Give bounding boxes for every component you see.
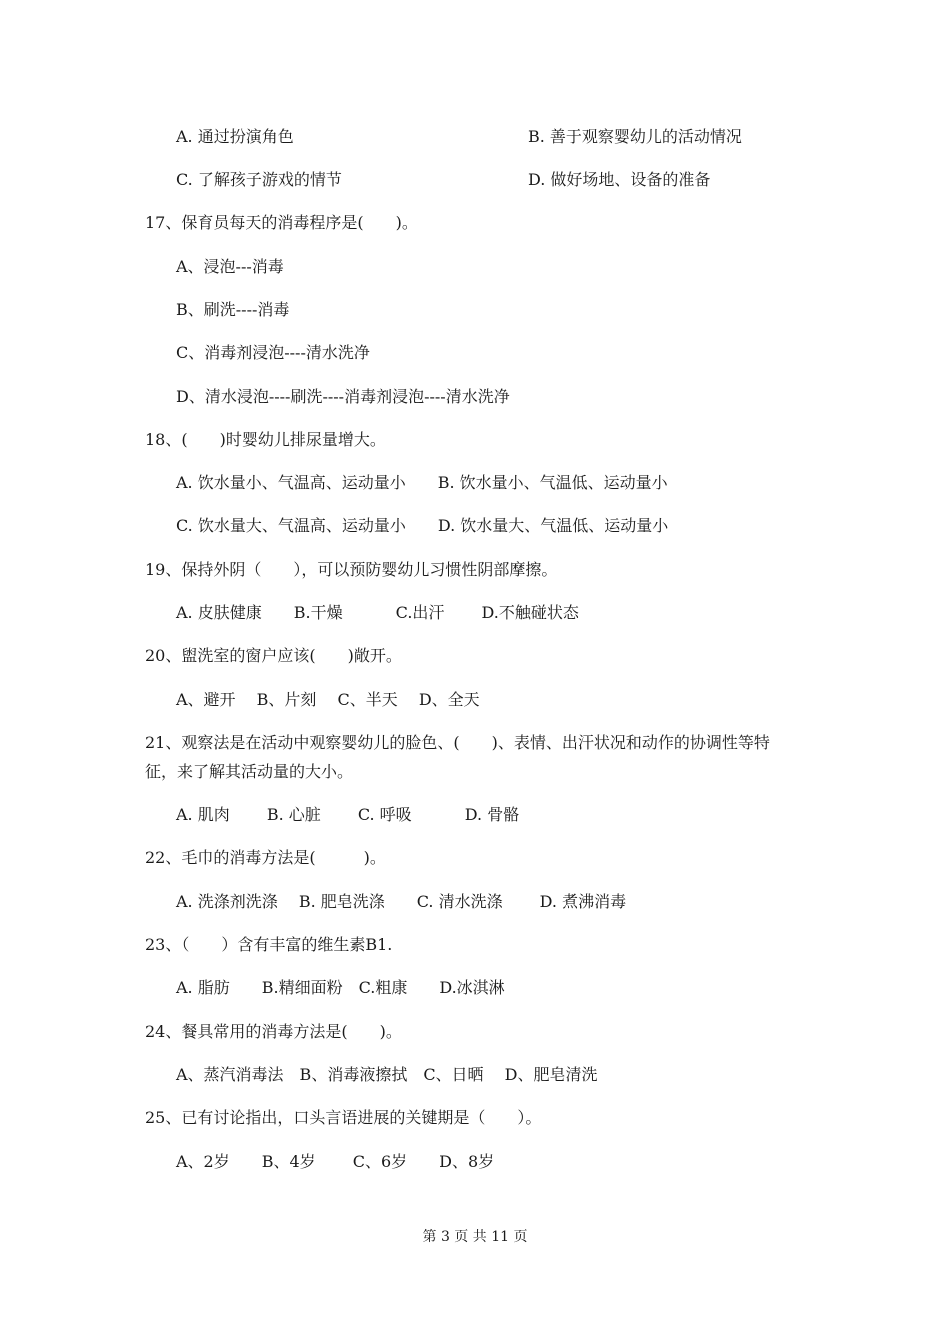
option-a: A、浸泡---消毒 — [176, 257, 284, 276]
question-stem: 17、保育员每天的消毒程序是( )。 — [145, 213, 418, 232]
options-row: A、蒸汽消毒法 B、消毒液擦拭 C、日晒 D、肥皂清洗 — [176, 1065, 598, 1084]
option-b: B、刷洗----消毒 — [176, 300, 290, 319]
question-stem: 24、餐具常用的消毒方法是( )。 — [145, 1022, 402, 1041]
options-row: A. 脂肪 B.精细面粉 C.粗康 D.冰淇淋 — [176, 978, 505, 997]
question-stem: 18、( )时婴幼儿排尿量增大。 — [145, 430, 386, 449]
question-stem: 25、已有讨论指出，口头言语进展的关键期是（ ）。 — [145, 1108, 542, 1127]
options-row: A、2岁 B、4岁 C、6岁 D、8岁 — [176, 1152, 495, 1171]
option-a: A. 通过扮演角色 — [176, 127, 294, 146]
question-stem: 23、（ ）含有丰富的维生素B1. — [145, 935, 393, 954]
option-c: C. 了解孩子游戏的情节 — [176, 170, 342, 189]
page-number: 第 3 页 共 11 页 — [422, 1229, 528, 1245]
option-d: D、清水浸泡----刷洗----消毒剂浸泡----清水洗净 — [176, 387, 510, 406]
question-stem: 20、盥洗室的窗户应该( )敞开。 — [145, 646, 402, 665]
options-row: A. 肌肉 B. 心脏 C. 呼吸 D. 骨骼 — [176, 805, 520, 824]
question-stem: 21、观察法是在活动中观察婴幼儿的脸色、( )、表情、出汗状况和动作的协调性等特 — [145, 733, 770, 752]
question-stem: 22、毛巾的消毒方法是( )。 — [145, 848, 386, 867]
options-row-1: A. 饮水量小、气温高、运动量小 B. 饮水量小、气温低、运动量小 — [176, 473, 668, 492]
question-stem: 19、保持外阴（ ），可以预防婴幼儿习惯性阴部摩擦。 — [145, 560, 558, 579]
option-b: B. 善于观察婴幼儿的活动情况 — [528, 127, 742, 146]
option-d: D. 做好场地、设备的准备 — [528, 170, 711, 189]
options-row: A. 洗涤剂洗涤 B. 肥皂洗涤 C. 清水洗涤 D. 煮沸消毒 — [176, 892, 627, 911]
options-row: A、避开 B、片刻 C、半天 D、全天 — [176, 690, 480, 709]
options-row: A. 皮肤健康 B.干燥 C.出汗 D.不触碰状态 — [176, 603, 579, 622]
question-stem-continued: 征，来了解其活动量的大小。 — [145, 762, 354, 781]
options-row-2: C. 饮水量大、气温高、运动量小 D. 饮水量大、气温低、运动量小 — [176, 516, 669, 535]
option-c: C、消毒剂浸泡----清水洗净 — [176, 343, 370, 362]
